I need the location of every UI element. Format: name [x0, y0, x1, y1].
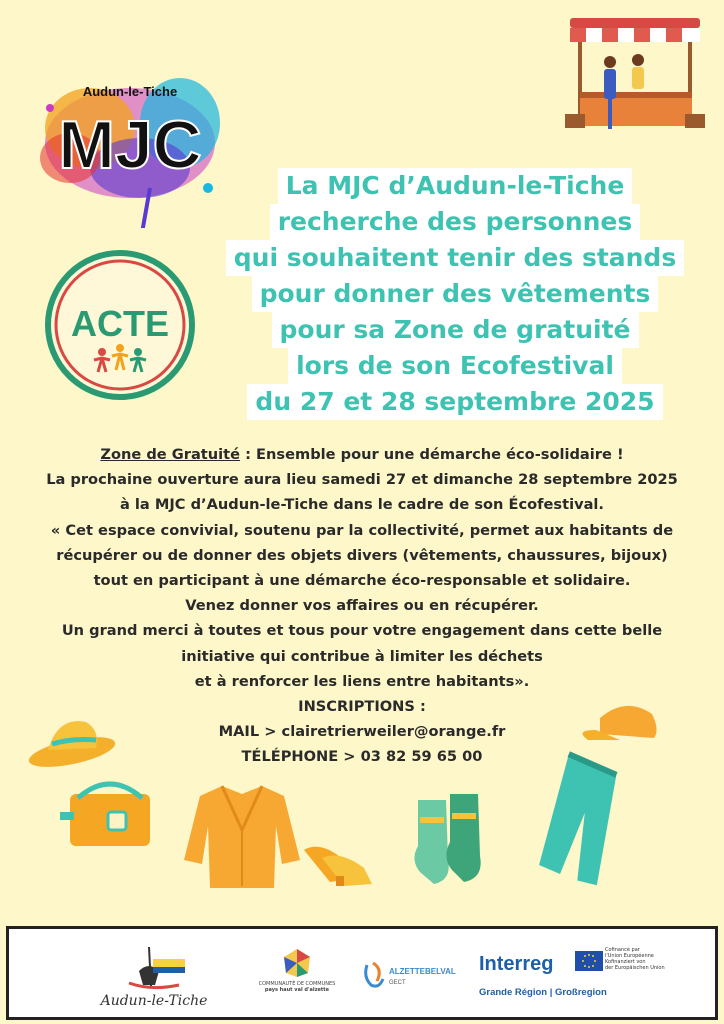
headline-line: lors de son Ecofestival [288, 348, 622, 384]
headline-line: qui souhaitent tenir des stands [226, 240, 684, 276]
eu-flag-icon [575, 951, 603, 971]
interreg-label: Interreg [479, 953, 554, 975]
body-line: initiative qui contribue à limiter les déchets [181, 647, 543, 665]
alzette-name: ALZETTEBELVAL [389, 967, 456, 976]
eu-line: Kofinanziert von [605, 959, 646, 965]
footer-partners [6, 926, 718, 1020]
acte-label: ACTE [71, 303, 169, 344]
alzettebelval-logo [361, 961, 471, 991]
clothing-illustrations [0, 700, 724, 910]
cap-icon [583, 706, 657, 740]
ccphva-emblem-icon [282, 947, 312, 979]
market-stand-illustration [560, 14, 710, 146]
sweater-icon [184, 786, 300, 888]
body-line: à la MJC d’Audun-le-Tiche dans le cadre de son Écofestival. [120, 496, 604, 514]
contact-phone[interactable]: TÉLÉPHONE > 03 82 59 65 00 [241, 748, 483, 766]
inscriptions-heading: INSCRIPTIONS : [298, 698, 426, 716]
body-line: récupérer ou de donner des objets divers (vêtements, chaussures, bijoux) [56, 546, 668, 564]
body-line: tout en participant à une démarche éco-responsable et solidaire. [93, 572, 631, 590]
intro-line [18, 442, 706, 467]
mjc-main-label: MJC [58, 107, 202, 183]
body-line: La prochaine ouverture aura lieu samedi 27 et dimanche 28 septembre 2025 [46, 471, 678, 489]
headline-line: pour sa Zone de gratuité [272, 312, 639, 348]
headline-block [200, 168, 710, 420]
audun-le-tiche-logo [89, 941, 219, 1011]
contact-email[interactable]: MAIL > clairetrierweiler@orange.fr [218, 723, 506, 741]
grande-region-label: Grande Région | Großregion [479, 987, 607, 998]
alzette-sub: GECT [389, 980, 406, 986]
headline-line: du 27 et 28 septembre 2025 [247, 384, 662, 420]
eu-line: l'Union Européenne [605, 953, 654, 959]
body-line: « Cet espace convivial, soutenu par la collectivité, permet aux habitants de [50, 521, 674, 539]
handbag-icon [60, 784, 150, 846]
headline-line: pour donner des vêtements [252, 276, 659, 312]
jeans-icon [537, 752, 618, 886]
zone-gratuite-label: Zone de Gratuité [100, 446, 241, 463]
interreg-logo [471, 947, 691, 1007]
headline-line: recherche des personnes [270, 204, 641, 240]
body-line: Un grand merci à toutes et tous pour votre engagement dans cette belle [61, 622, 663, 640]
sun-hat-icon [26, 721, 117, 773]
intro-rest: : Ensemble pour une démarche éco-solidaire ! [240, 446, 624, 463]
eu-line: Cofinancé par [605, 947, 640, 953]
ccphva-line2: pays haut val d'alzette [264, 987, 330, 993]
eu-cofinancing-text [605, 947, 689, 971]
body-line: et à renforcer les liens entre habitants». [194, 672, 530, 690]
ccphva-line1: COMMUNAUTÉ DE COMMUNES [258, 981, 336, 987]
audun-logo-text: Audun-le-Tiche [100, 993, 208, 1009]
mjc-town-label: Audun-le-Tiche [82, 84, 178, 99]
socks-icon [414, 794, 480, 884]
body-line: Venez donner vos affaires ou en récupérer. [185, 597, 539, 615]
acte-logo [40, 248, 200, 403]
ccphva-logo [247, 947, 347, 1007]
sandals-icon [304, 847, 372, 886]
eu-line: der Europäischen Union [605, 965, 665, 971]
headline-line: La MJC d’Audun-le-Tiche [278, 168, 633, 204]
